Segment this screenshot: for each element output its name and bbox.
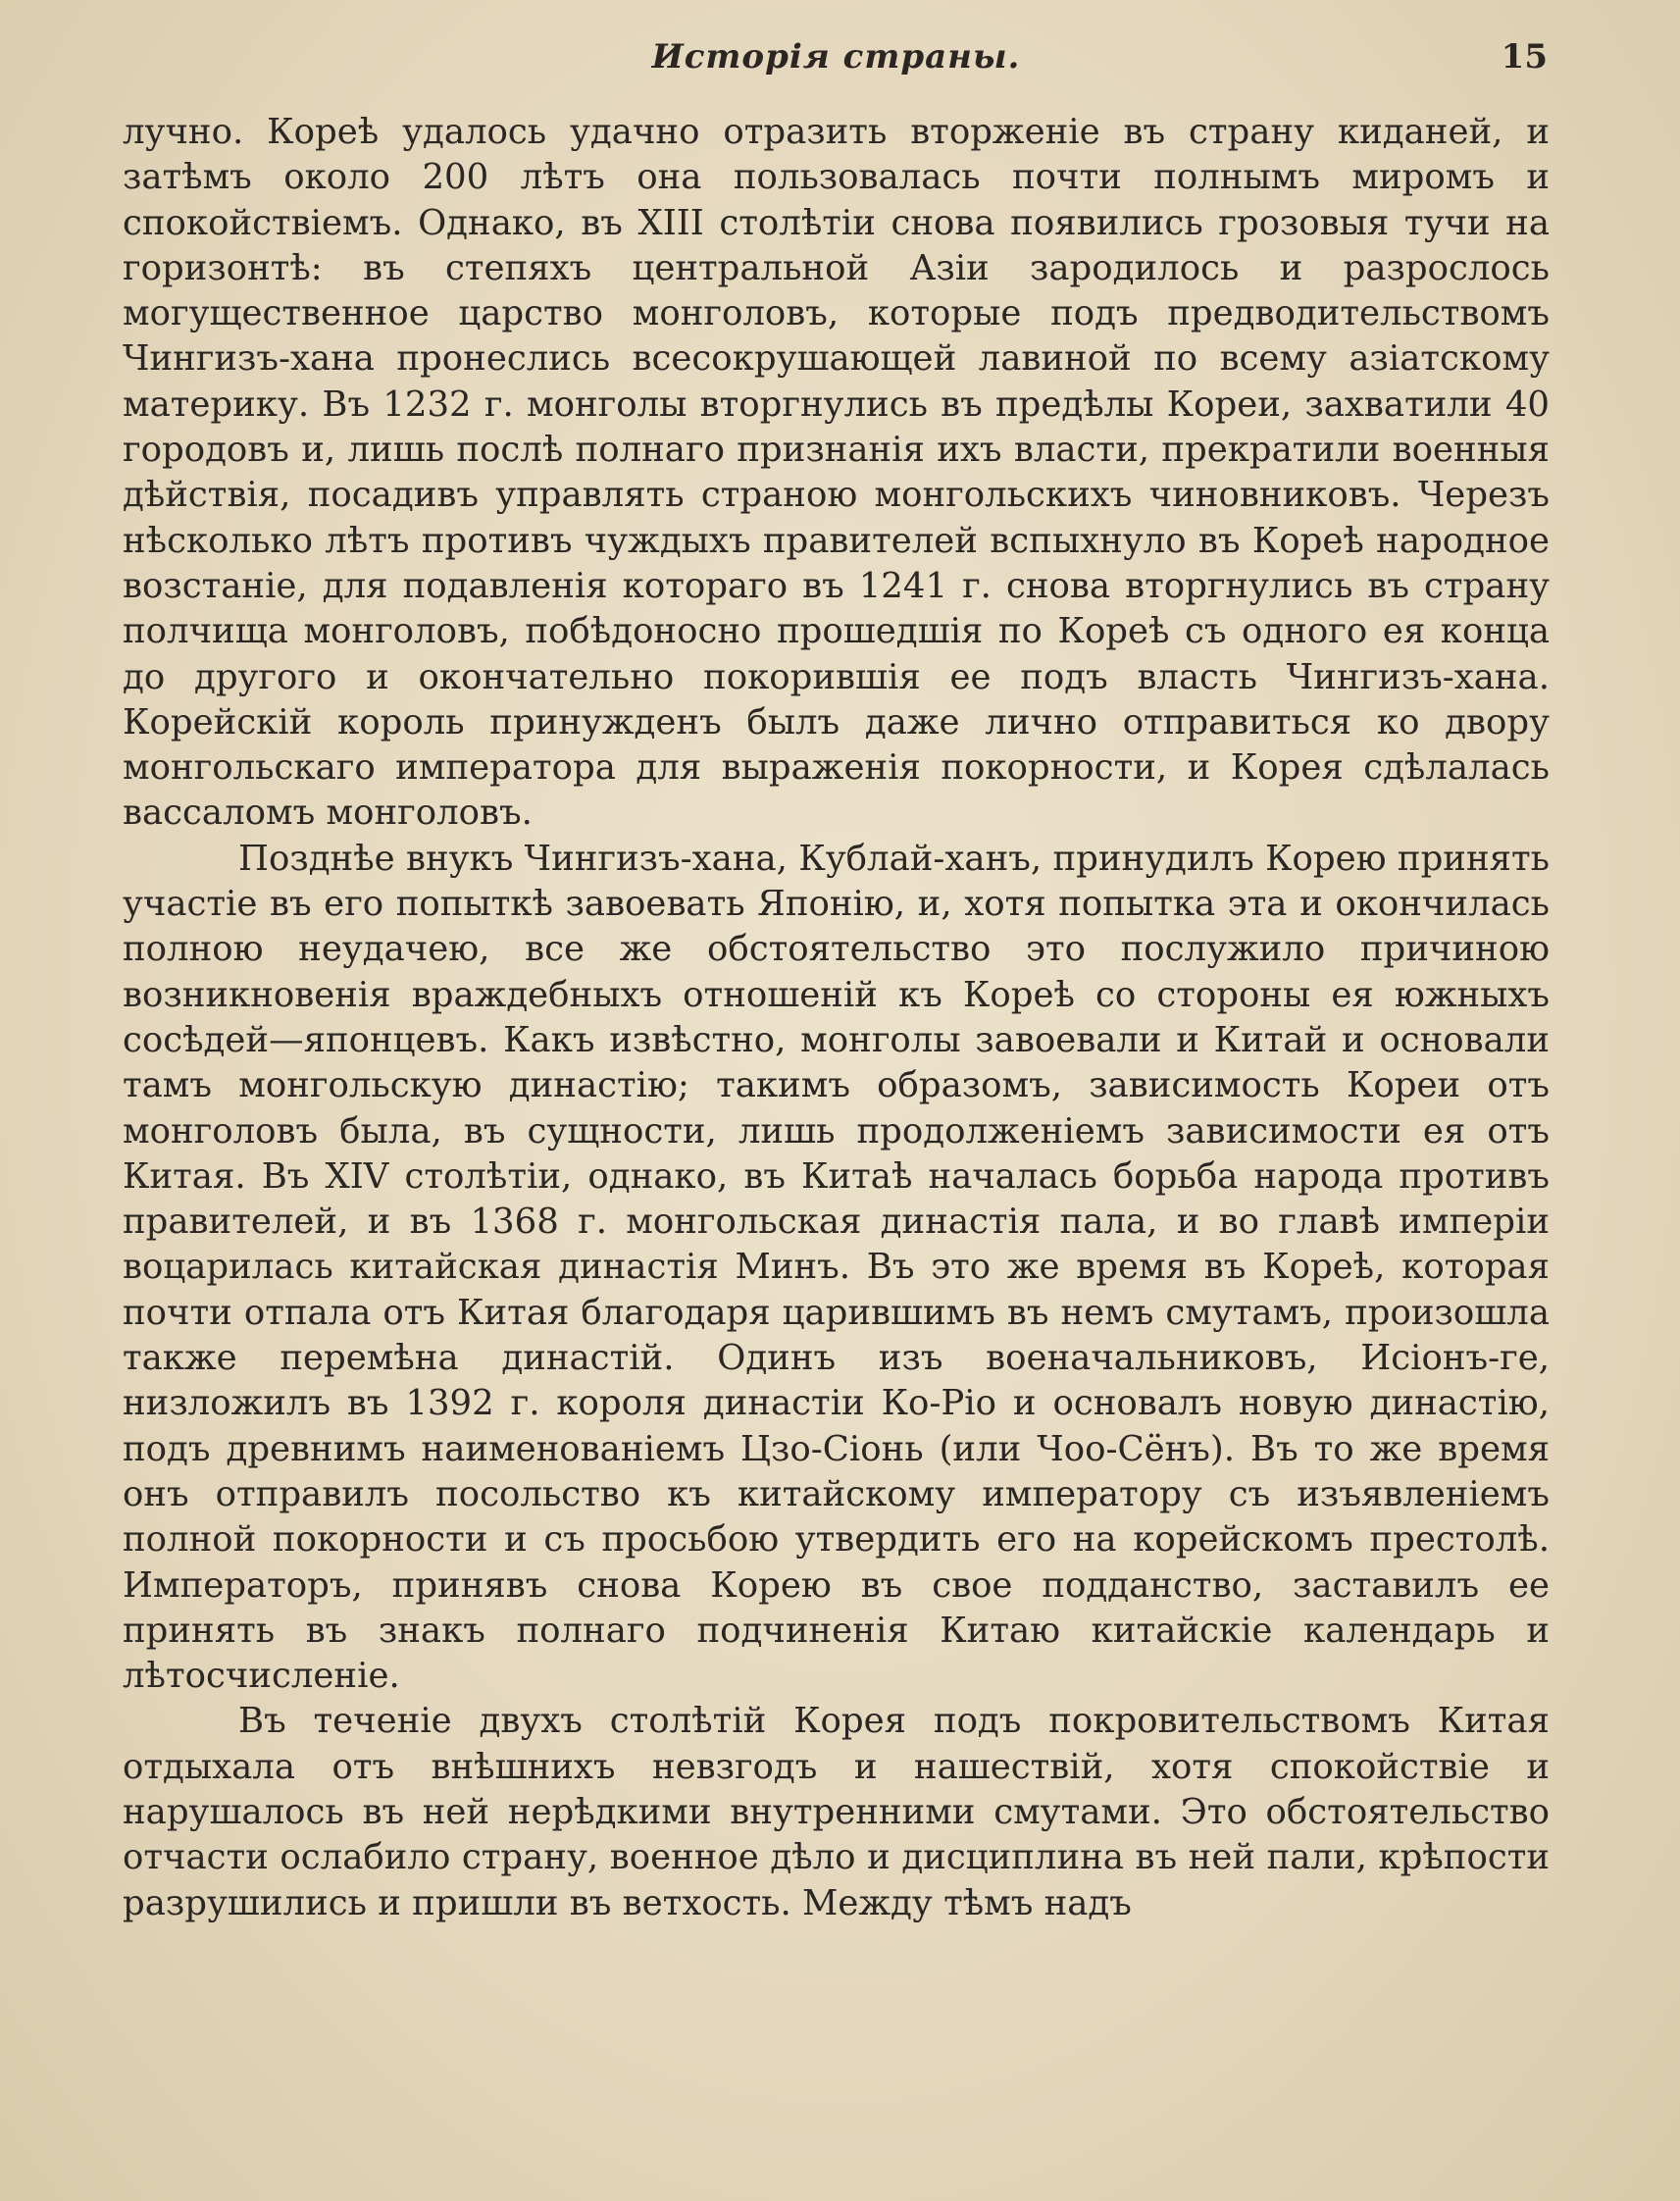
body-text [123,110,1550,1926]
paragraph-3: Въ теченіе двухъ столѣтій Корея подъ покровительствомъ Китая отдыхала отъ внѣшнихъ невзгодъ и нашествій, хотя спокойствіе и нарушалось въ ней нерѣдкими внутренними смутами. Это обстоятельство отчасти ослабило страну, военное дѣло и дисциплина въ ней пали, крѣпости разрушились и пришли въ ветхость. Между тѣмъ надъ [123,1701,1550,1923]
paragraph-1: лучно. Кореѣ удалось удачно отразить вторженіе въ страну киданей, и затѣмъ около 200 лѣтъ она пользовалась почти полнымъ миромъ и спокойствіемъ. Однако, въ XIII столѣтіи снова появились грозовыя тучи на горизонтѣ: въ степяхъ центральной Азіи зародилось и разрослось могущественное царство монголовъ, которые подъ предводительствомъ Чингизъ-хана пронеслись всесокрушающей лавиной по всему азіатскому материку. Въ 1232 г. монголы вторгнулись въ предѣлы Кореи, захватили 40 городовъ и, лишь послѣ полнаго признанія ихъ власти, прекратили военныя дѣйствія, посадивъ управлять страною монгольскихъ чиновниковъ. Черезъ нѣсколько лѣтъ противъ чуждыхъ правителей вспыхнуло въ Кореѣ народное возстаніе, для подавленія котораго въ 1241 г. снова вторгнулись въ страну полчища монголовъ, побѣдоносно прошедшія по Кореѣ съ одного ея конца до другого и окончательно покорившія ее подъ власть Чингизъ-хана. Корейскій король принужденъ былъ даже лично отправиться ко двору монгольскаго императора для выраженія покорности, и Корея сдѣлалась вассаломъ монголовъ. [123,112,1550,834]
running-title: Исторія страны. [651,37,1021,77]
page-number: 15 [1501,37,1548,77]
paragraph-2: Позднѣе внукъ Чингизъ-хана, Кублай-ханъ, принудилъ Корею принять участіе въ его попыткѣ завоевать Японію, и, хотя попытка эта и окончилась полною неудачею, все же обстоятельство это послужило причиною возникновенія враждебныхъ отношеній къ Кореѣ со стороны ея южныхъ сосѣдей—японцевъ. Какъ извѣстно, монголы завоевали и Китай и основали тамъ монгольскую династію; такимъ образомъ, зависимость Кореи отъ монголовъ была, въ сущности, лишь продолженіемъ зависимости ея отъ Китая. Въ XIV столѣтіи, однако, въ Китаѣ началась борьба народа противъ правителей, и въ 1368 г. монгольская династія пала, и во главѣ имперіи воцарилась китайская династія Минъ. Въ это же время въ Кореѣ, которая почти отпала отъ Китая благодаря царившимъ въ немъ смутамъ, произошла также перемѣна династій. Одинъ изъ военачальниковъ, Исіонъ-ге, низложилъ въ 1392 г. короля династіи Ко-Ріо и основалъ новую династію, подъ древнимъ наименованіемъ Цзо-Сіонь (или Чоо-Сёнъ). Въ то же время онъ отправилъ посольство къ китайскому императору съ изъявленіемъ полной покорности и съ просьбою утвердить его на корейскомъ престолѣ. Императоръ, принявъ снова Корею въ свое подданство, заставилъ ее принять въ знакъ полнаго подчиненія Китаю китайскіе календарь и лѣтосчисленіе. [123,838,1550,1697]
page-header [123,37,1550,96]
